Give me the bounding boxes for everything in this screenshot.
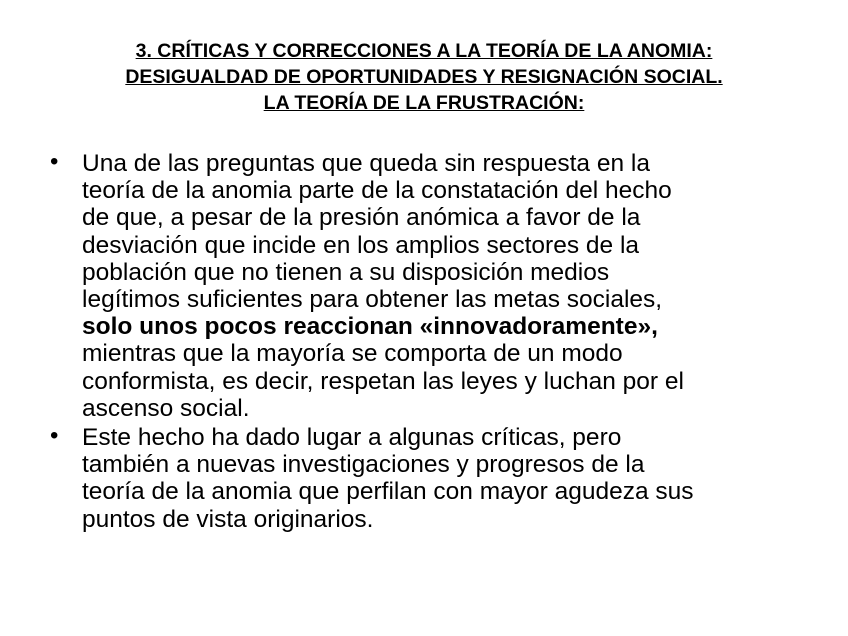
- text-line: también a nuevas investigaciones y progresos de la: [82, 451, 645, 479]
- bullet-text-1: [82, 150, 808, 422]
- bullet-text-2: [82, 424, 808, 533]
- text-line: ascenso social.: [82, 394, 250, 422]
- text-line: de que, a pesar de la presión anómica a favor de la: [82, 204, 641, 232]
- title-line-1: 3. CRÍTICAS Y CORRECCIONES A LA TEORÍA DE LA ANOMIA:: [135, 40, 713, 62]
- text-line: población que no tienen a su disposición medios: [82, 258, 610, 286]
- text-line: legítimos suficientes para obtener las metas sociales,: [82, 286, 663, 314]
- text-line: Este hecho ha dado lugar a algunas críticas, pero: [82, 424, 622, 452]
- text-line: Una de las preguntas que queda sin respuesta en la: [82, 150, 650, 177]
- text-line: conformista, es decir, respetan las leyes y luchan por el: [82, 367, 684, 395]
- text-line: desviación que incide en los amplios sectores de la: [82, 231, 640, 259]
- bullet-item-1: [48, 150, 808, 422]
- bullet-item-2: [48, 424, 808, 533]
- text-line: teoría de la anomia que perfilan con mayor agudeza sus: [82, 478, 694, 506]
- text-line: teoría de la anomia parte de la constatación del hecho: [82, 177, 672, 205]
- bullet-list: [48, 150, 808, 533]
- text-line: puntos de vista originarios.: [82, 505, 374, 533]
- title-line-2: DESIGUALDAD DE OPORTUNIDADES Y RESIGNACIÓN SOCIAL.: [125, 66, 723, 88]
- bullet-icon: •: [50, 148, 59, 175]
- slide-title: [40, 38, 808, 116]
- title-line-3: LA TEORÍA DE LA FRUSTRACIÓN:: [263, 92, 585, 114]
- text-line-emphasis: solo unos pocos reaccionan «innovadoramente»,: [82, 313, 658, 341]
- text-line: mientras que la mayoría se comporta de un modo: [82, 340, 623, 368]
- bullet-icon: •: [50, 422, 59, 450]
